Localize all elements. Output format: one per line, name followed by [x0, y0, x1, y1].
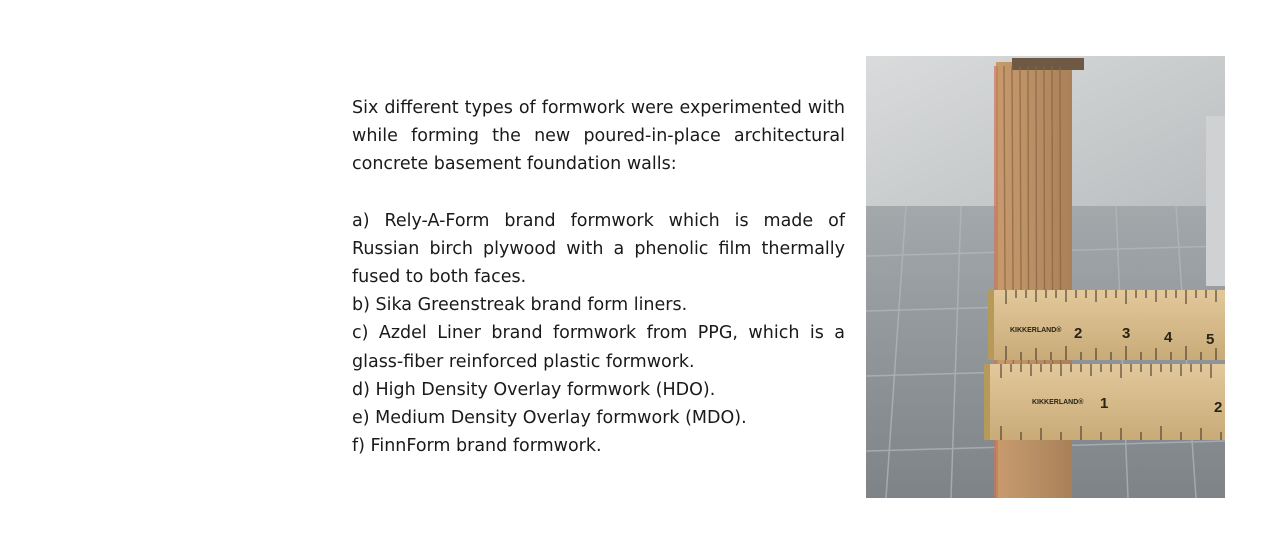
ruler-bottom-number-1: 1	[1100, 395, 1109, 412]
ruler-top-brand: KIKKERLAND®	[1010, 327, 1062, 334]
ruler-bottom-number-2: 2	[1214, 399, 1223, 416]
ruler-bottom-brand: KIKKERLAND®	[1032, 399, 1084, 406]
formwork-description	[352, 94, 845, 460]
ruler-top-number-5: 5	[1206, 331, 1215, 348]
list-item-c: c) Azdel Liner brand formwork from PPG, which is a glass-fiber reinforced plastic formwork.	[352, 323, 845, 372]
list-item-d: d) High Density Overlay formwork (HDO).	[352, 379, 716, 400]
ruler-top-number-3: 3	[1122, 325, 1131, 342]
ruler-bottom	[984, 364, 1225, 440]
plywood-ruler-photo	[866, 56, 1225, 498]
intro-paragraph: Six different types of formwork were experimented with while forming the new poured-in-place architectural concrete basement foundation walls:	[352, 98, 845, 175]
plywood-top-edge	[1012, 58, 1084, 70]
list-item-a: a) Rely-A-Form brand formwork which is made of Russian birch plywood with a phenolic film thermally fused to both faces.	[352, 210, 845, 288]
plywood-lower	[998, 440, 1070, 498]
wall-ledge	[1206, 116, 1225, 286]
list-item-b: b) Sika Greenstreak brand form liners.	[352, 295, 688, 316]
ruler-top-number-2: 2	[1074, 325, 1083, 342]
list-item-f: f) FinnForm brand formwork.	[352, 436, 602, 457]
list-item-e: e) Medium Density Overlay formwork (MDO).	[352, 408, 747, 429]
ruler-top-number-4: 4	[1164, 329, 1173, 346]
photo-illustration	[866, 56, 1225, 498]
ruler-top	[988, 290, 1225, 360]
